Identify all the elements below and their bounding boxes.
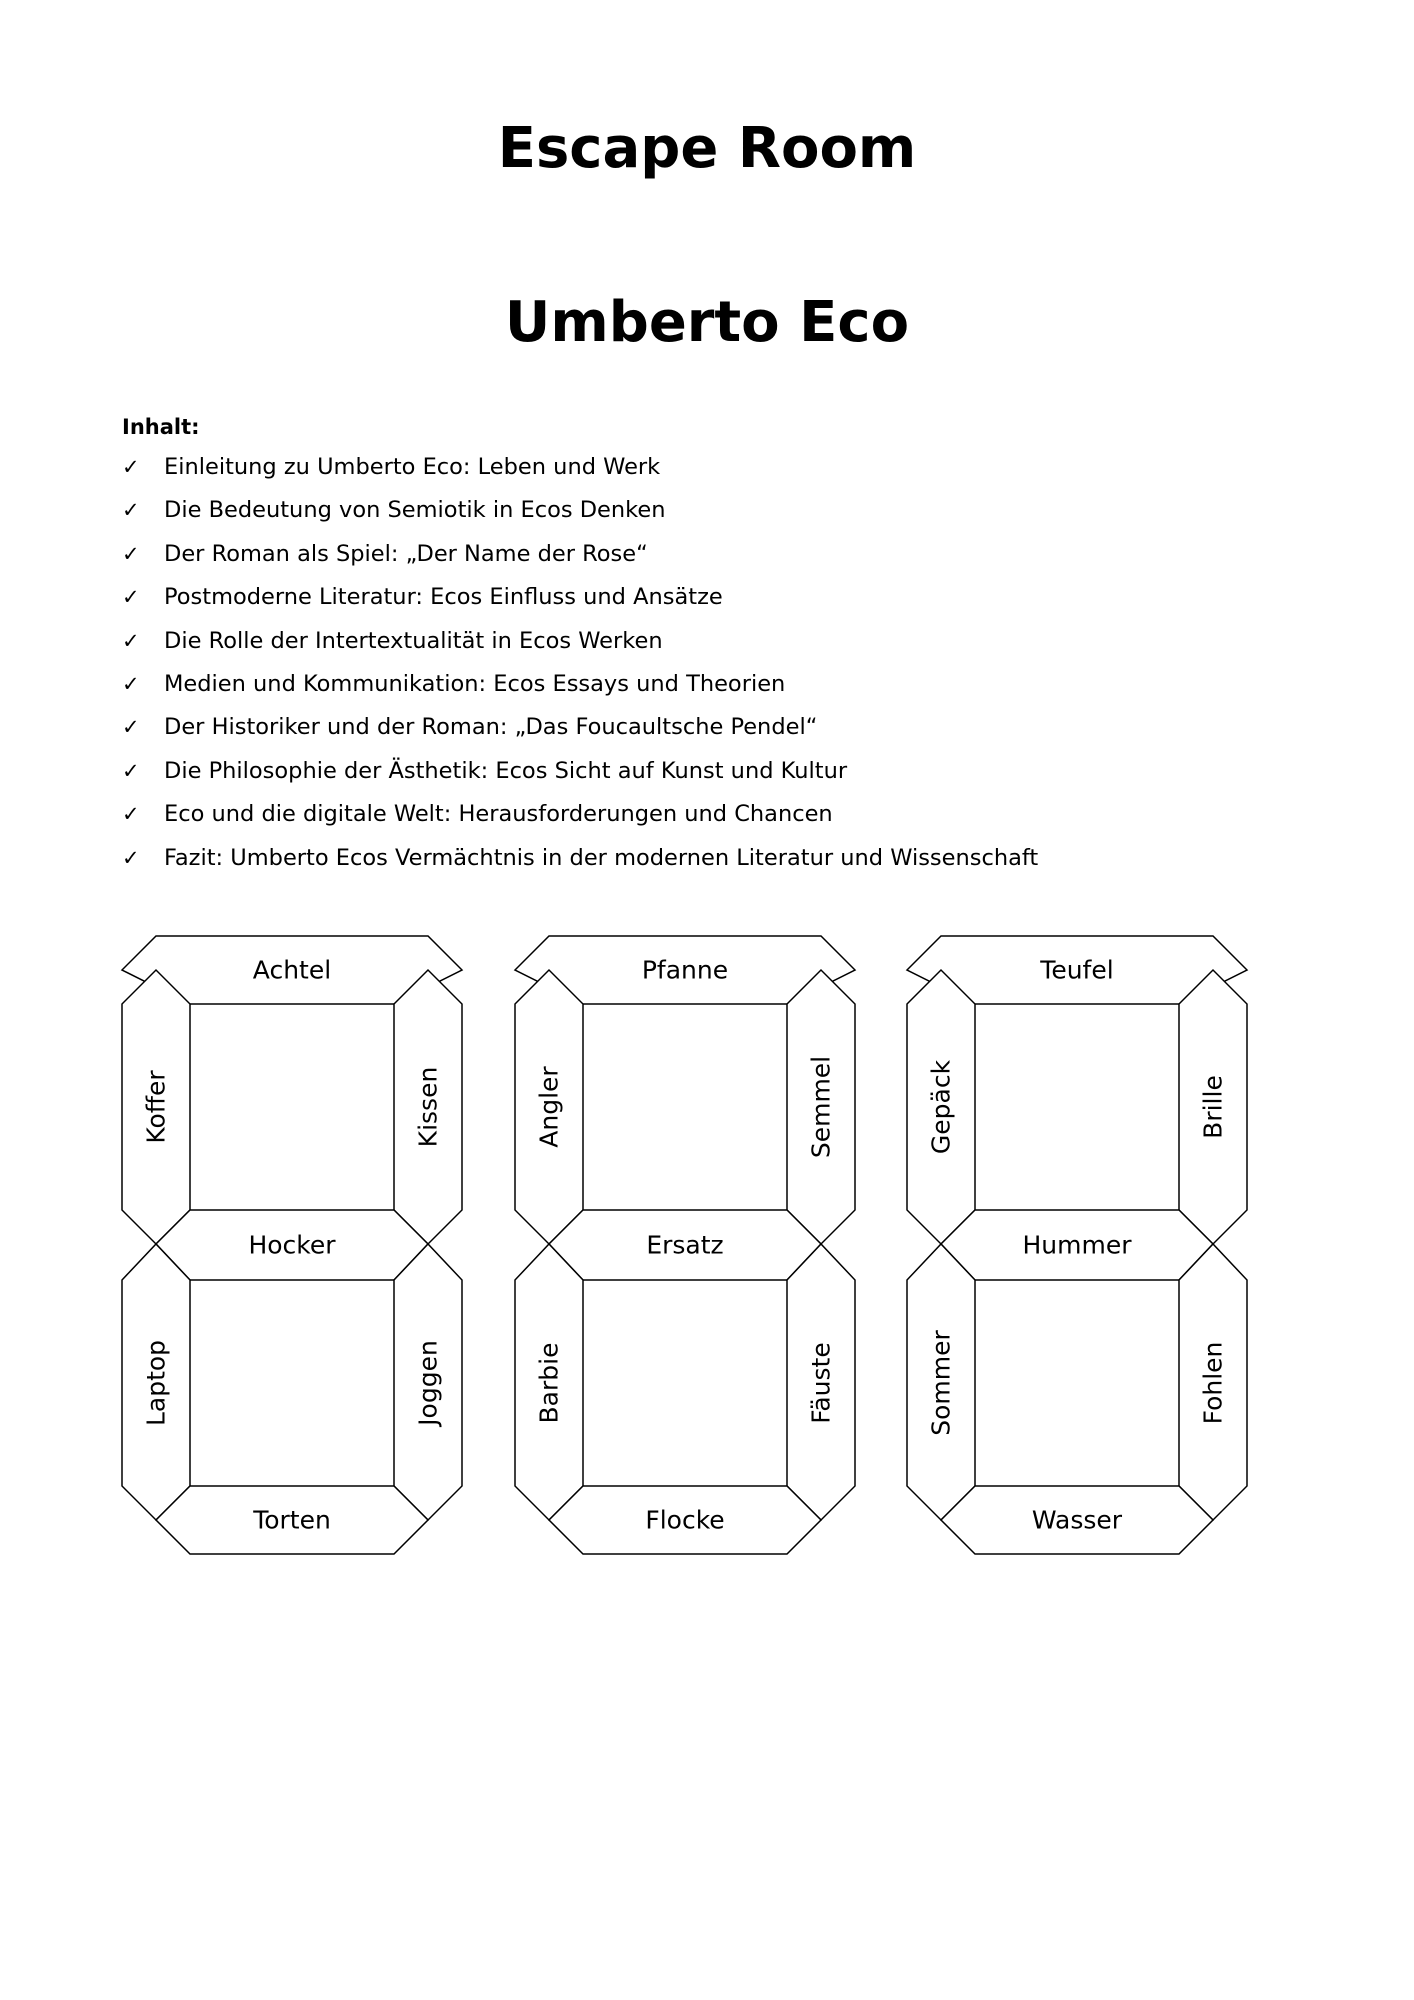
segment-label-upper-left: Angler (534, 1066, 564, 1148)
segment-label-lower-left: Laptop (141, 1339, 171, 1427)
contents-item-text: Fazit: Umberto Ecos Vermächtnis in der modernen Literatur und Wissenschaft (164, 844, 1039, 871)
contents-item-text: Medien und Kommunikation: Ecos Essays und Theorien (164, 670, 786, 697)
checkmark-icon: ✓ (122, 585, 140, 610)
segment-puzzle (122, 936, 462, 1554)
contents-item-text: Eco und die digitale Welt: Herausforderungen und Chancen (164, 801, 833, 828)
checkmark-icon: ✓ (122, 758, 140, 783)
contents-item-text: Einleitung zu Umberto Eco: Leben und Werk (164, 454, 661, 480)
segment-label-middle: Ersatz (646, 1230, 724, 1260)
segment-label-top: Teufel (1040, 955, 1114, 985)
segment-label-lower-left: Barbie (534, 1342, 564, 1424)
contents-item-text: Die Rolle der Intertextualität in Ecos Werken (164, 627, 663, 654)
segment-label-upper-right: Brille (1198, 1075, 1228, 1139)
contents-item-text: Der Historiker und der Roman: „Das Foucaultsche Pendel“ (164, 714, 818, 741)
segment-label-bottom: Wasser (1031, 1505, 1123, 1535)
segment-label-lower-right: Fäuste (806, 1342, 836, 1424)
contents-item-text: Postmoderne Literatur: Ecos Einfluss und Ansätze (164, 584, 723, 611)
segment-label-top: Pfanne (641, 955, 729, 985)
checkmark-icon: ✓ (122, 671, 140, 696)
page-title: Escape Room (497, 116, 917, 181)
checkmark-icon: ✓ (122, 455, 140, 479)
checkmark-icon: ✓ (122, 498, 140, 523)
segment-label-middle: Hummer (1022, 1230, 1132, 1260)
checkmark-icon: ✓ (122, 715, 140, 740)
segment-label-top: Achtel (252, 955, 332, 985)
contents-item-text: Der Roman als Spiel: „Der Name der Rose“ (164, 540, 648, 567)
segment-label-bottom: Torten (253, 1505, 331, 1535)
checkmark-icon: ✓ (122, 541, 140, 566)
segment-puzzle (907, 936, 1247, 1554)
contents-item-text: Die Bedeutung von Semiotik in Ecos Denken (164, 497, 666, 524)
segment-label-lower-left: Sommer (926, 1330, 956, 1436)
segment-label-middle: Hocker (248, 1230, 336, 1260)
segment-label-lower-right: Fohlen (1198, 1341, 1228, 1425)
checkmark-icon: ✓ (122, 845, 140, 870)
contents-heading: Inhalt: (122, 415, 200, 439)
segment-puzzle (515, 936, 855, 1554)
page-subtitle: Umberto Eco (504, 290, 910, 355)
segment-label-bottom: Flocke (645, 1505, 725, 1535)
checkmark-icon: ✓ (122, 802, 140, 827)
checkmark-icon: ✓ (122, 628, 140, 653)
segment-label-lower-right: Joggen (413, 1340, 443, 1426)
segment-label-upper-right: Semmel (806, 1055, 836, 1159)
contents-item-text: Die Philosophie der Ästhetik: Ecos Sicht auf Kunst und Kultur (164, 757, 848, 784)
segment-label-upper-left: Gepäck (926, 1059, 956, 1155)
segment-label-upper-left: Koffer (141, 1070, 171, 1144)
segment-label-upper-right: Kissen (413, 1066, 443, 1148)
